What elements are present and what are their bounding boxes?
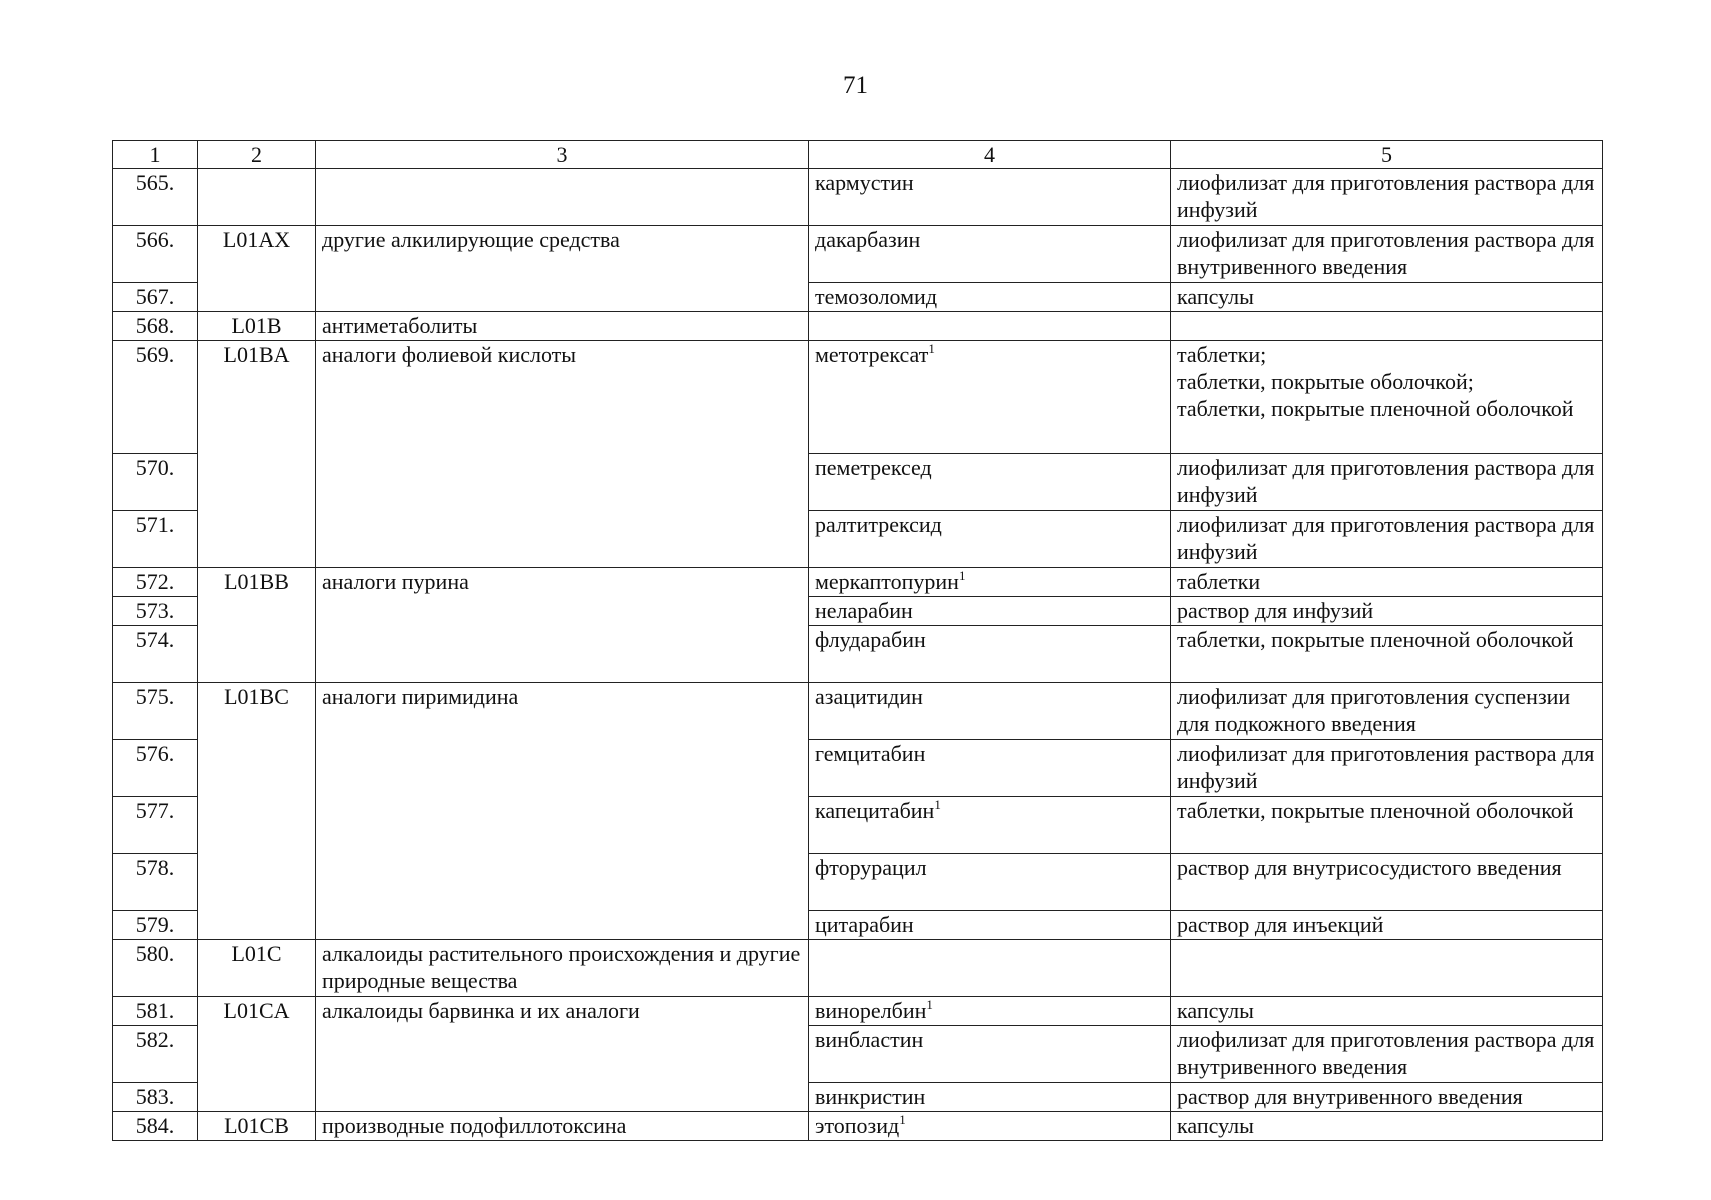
drug-name: ралтитрексид [809,511,1171,568]
row-number: 568. [113,312,198,341]
table-row [113,312,1603,341]
drug-name: пеметрексед [809,454,1171,511]
atc-code: L01BC [198,683,316,940]
row-number: 575. [113,683,198,740]
row-number: 576. [113,740,198,797]
drug-name: цитарабин [809,911,1171,940]
atc-code: L01BA [198,341,316,568]
dosage-form [1171,940,1603,997]
drug-name: винкристин [809,1083,1171,1112]
dosage-form: раствор для внутрисосудистого введения [1171,854,1603,911]
drug-name: флударабин [809,626,1171,683]
table-row [113,1112,1603,1141]
drug-name: метотрексат$^1$ [809,341,1171,454]
dosage-form: раствор для инфузий [1171,597,1603,626]
table-row [113,568,1603,597]
drug-name: фторурацил [809,854,1171,911]
footnote-marker: 1 [958,568,966,583]
drug-list-table [112,140,1603,1141]
anatomical-group: производные подофиллотоксина [316,1112,809,1141]
dosage-form: таблетки; таблетки, покрытые оболочкой; таблетки, покрытые пленочной оболочкой [1171,341,1603,454]
anatomical-group [316,169,809,226]
atc-code: L01BB [198,568,316,683]
row-number: 581. [113,997,198,1026]
dosage-form: раствор для внутривенного введения [1171,1083,1603,1112]
column-header-3: 3 [316,141,809,169]
anatomical-group: аналоги пиримидина [316,683,809,940]
drug-name [809,312,1171,341]
drug-name: дакарбазин [809,226,1171,283]
row-number: 569. [113,341,198,454]
table-row [113,940,1603,997]
dosage-form: раствор для инъекций [1171,911,1603,940]
atc-code: L01B [198,312,316,341]
row-number: 567. [113,283,198,312]
anatomical-group: аналоги фолиевой кислоты [316,341,809,568]
drug-name: кармустин [809,169,1171,226]
dosage-form: лиофилизат для приготовления раствора для внутривенного введения [1171,226,1603,283]
drug-name: азацитидин [809,683,1171,740]
anatomical-group: алкалоиды барвинка и их аналоги [316,997,809,1112]
row-number: 570. [113,454,198,511]
table-row [113,683,1603,740]
row-number: 583. [113,1083,198,1112]
dosage-form: капсулы [1171,997,1603,1026]
column-number-row [113,141,1603,169]
table-row [113,226,1603,283]
drug-name: винбластин [809,1026,1171,1083]
dosage-form: лиофилизат для приготовления раствора для инфузий [1171,740,1603,797]
column-header-2: 2 [198,141,316,169]
table-row [113,169,1603,226]
atc-code: L01AX [198,226,316,312]
dosage-form: лиофилизат для приготовления раствора для внутривенного введения [1171,1026,1603,1083]
drug-name: капецитабин$^1$ [809,797,1171,854]
dosage-form: лиофилизат для приготовления раствора для инфузий [1171,169,1603,226]
table-row [113,997,1603,1026]
footnote-marker: 1 [899,1112,906,1127]
row-number: 565. [113,169,198,226]
dosage-form: капсулы [1171,283,1603,312]
row-number: 578. [113,854,198,911]
row-number: 572. [113,568,198,597]
page-number: 71 [843,72,868,99]
column-header-4: 4 [809,141,1171,169]
atc-code: L01CB [198,1112,316,1141]
row-number: 579. [113,911,198,940]
row-number: 571. [113,511,198,568]
dosage-form: таблетки [1171,568,1603,597]
row-number: 580. [113,940,198,997]
drug-name: гемцитабин [809,740,1171,797]
drug-name: меркаптопурин$^1$ [809,568,1171,597]
dosage-form: таблетки, покрытые пленочной оболочкой [1171,797,1603,854]
dosage-form: капсулы [1171,1112,1603,1141]
anatomical-group: аналоги пурина [316,568,809,683]
drug-name: винорелбин$^1$ [809,997,1171,1026]
anatomical-group: алкалоиды растительного происхождения и другие природные вещества [316,940,809,997]
column-header-1: 1 [113,141,198,169]
atc-code: L01CA [198,997,316,1112]
footnote-marker: 1 [928,341,935,356]
footnote-marker: 1 [934,797,941,812]
row-number: 577. [113,797,198,854]
table-row [113,341,1603,454]
drug-name [809,940,1171,997]
row-number: 573. [113,597,198,626]
column-header-5: 5 [1171,141,1603,169]
drug-name: этопозид$^1$ [809,1112,1171,1141]
atc-code [198,169,316,226]
row-number: 582. [113,1026,198,1083]
dosage-form: лиофилизат для приготовления раствора для инфузий [1171,511,1603,568]
dosage-form [1171,312,1603,341]
dosage-form: лиофилизат для приготовления раствора для инфузий [1171,454,1603,511]
row-number: 574. [113,626,198,683]
dosage-form: таблетки, покрытые пленочной оболочкой [1171,626,1603,683]
row-number: 584. [113,1112,198,1141]
footnote-marker: 1 [926,997,933,1012]
row-number: 566. [113,226,198,283]
anatomical-group: антиметаболиты [316,312,809,341]
drug-name: неларабин [809,597,1171,626]
atc-code: L01C [198,940,316,997]
drug-name: темозоломид [809,283,1171,312]
dosage-form: лиофилизат для приготовления суспензии для подкожного введения [1171,683,1603,740]
anatomical-group: другие алкилирующие средства [316,226,809,312]
